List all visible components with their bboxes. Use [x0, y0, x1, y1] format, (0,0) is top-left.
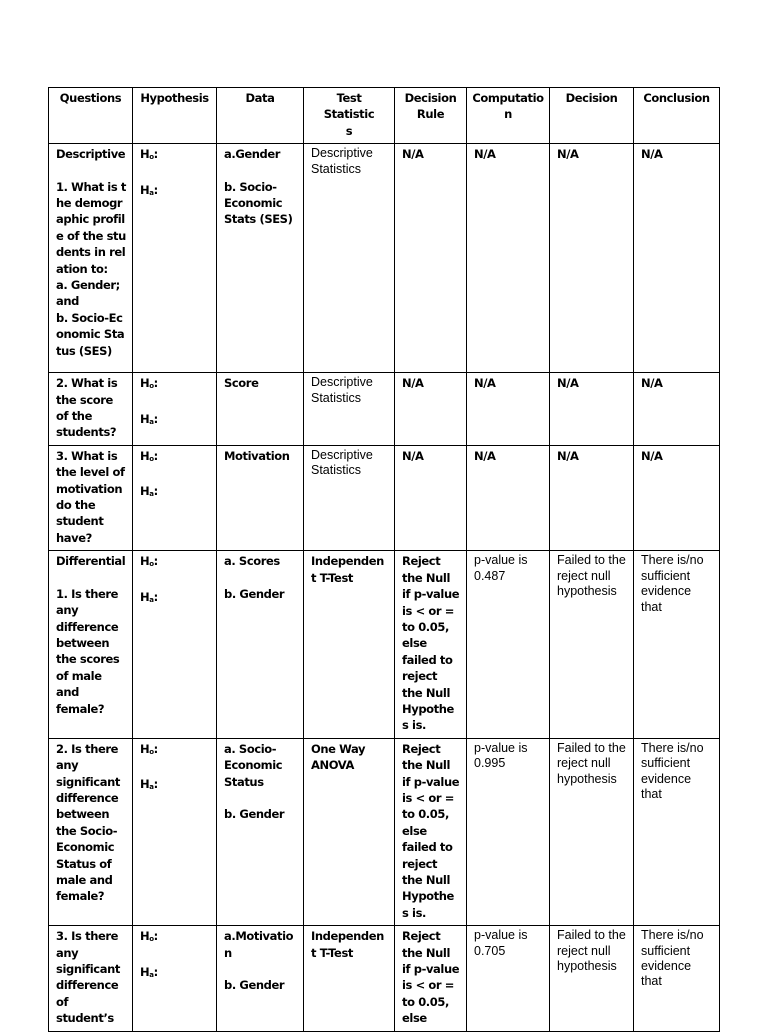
- computation-cell: p-value is 0.705: [467, 926, 550, 1031]
- decision-cell: Failed to the reject null hypothesis: [550, 926, 634, 1031]
- test-statistics-cell: Descriptive Statistics: [304, 144, 395, 373]
- conclusion-cell: N/A: [634, 144, 720, 373]
- alt-hypothesis-label: $H_a$:: [140, 589, 158, 604]
- data-item: a.Gender: [224, 147, 281, 162]
- data-item: b. Socio-Economic Stats (SES): [224, 179, 293, 227]
- decision-rule-cell: N/A: [395, 445, 467, 550]
- alt-hypothesis-label: $H_a$:: [140, 484, 158, 499]
- test-statistics-cell: One Way ANOVA: [304, 738, 395, 925]
- hypothesis-cell: [133, 373, 217, 446]
- alt-hypothesis-label: $H_a$:: [140, 182, 158, 197]
- hypothesis-cell: [133, 445, 217, 550]
- statistical-analysis-table: [48, 87, 720, 1032]
- decision-cell: Failed to the reject null hypothesis: [550, 551, 634, 738]
- question-cell: 3. Is there any significant difference of student’s: [49, 926, 133, 1031]
- alt-hypothesis-label: $H_a$:: [140, 777, 158, 792]
- computation-cell: N/A: [467, 144, 550, 373]
- header-hypothesis: Hypothesis: [133, 88, 217, 144]
- header-decision-rule: Decision Rule: [395, 88, 467, 144]
- computation-cell: N/A: [467, 445, 550, 550]
- question-cell: [49, 144, 133, 373]
- null-hypothesis-label: $H_o$:: [140, 929, 158, 944]
- computation-cell: p-value is 0.487: [467, 551, 550, 738]
- test-statistics-cell: Independent T-Test: [304, 926, 395, 1031]
- conclusion-cell: N/A: [634, 445, 720, 550]
- decision-cell: N/A: [550, 373, 634, 446]
- null-hypothesis-label: $H_o$:: [140, 448, 158, 463]
- decision-rule-cell: N/A: [395, 373, 467, 446]
- question-cell: [49, 551, 133, 738]
- header-questions: Questions: [49, 88, 133, 144]
- section-title: Differential: [56, 554, 126, 569]
- table-row: [49, 144, 720, 373]
- null-hypothesis-label: $H_o$:: [140, 147, 158, 162]
- header-test-statistics: Test Statistics: [304, 88, 395, 144]
- table-row: [49, 445, 720, 550]
- question-text: 1. Is there any difference between the scores of male and female?: [56, 586, 120, 716]
- table-row: [49, 551, 720, 738]
- conclusion-cell: N/A: [634, 373, 720, 446]
- hypothesis-cell: [133, 926, 217, 1031]
- decision-cell: N/A: [550, 445, 634, 550]
- decision-rule-cell: Reject the Null if p-value is < or = to 0.05, else failed to reject the Null Hypothes is.: [395, 738, 467, 925]
- header-conclusion: Conclusion: [634, 88, 720, 144]
- decision-cell: N/A: [550, 144, 634, 373]
- data-cell: a. Scores b. Gender: [217, 551, 304, 738]
- table-row: [49, 738, 720, 925]
- conclusion-cell: There is/no sufficient evidence that: [634, 551, 720, 738]
- data-cell: [217, 144, 304, 373]
- null-hypothesis-label: $H_o$:: [140, 554, 158, 569]
- section-title: Descriptive: [56, 147, 126, 162]
- computation-cell: N/A: [467, 373, 550, 446]
- test-statistics-cell: Descriptive Statistics: [304, 373, 395, 446]
- conclusion-cell: There is/no sufficient evidence that: [634, 926, 720, 1031]
- question-cell: 2. Is there any significant difference between the Socio-Economic Status of male and female?: [49, 738, 133, 925]
- decision-rule-cell: Reject the Null if p-value is < or = to 0.05, else: [395, 926, 467, 1031]
- test-statistics-cell: Descriptive Statistics: [304, 445, 395, 550]
- decision-rule-cell: Reject the Null if p-value is < or = to 0.05, else failed to reject the Null Hypothes is.: [395, 551, 467, 738]
- decision-rule-cell: N/A: [395, 144, 467, 373]
- data-cell: a. Socio-Economic Status b. Gender: [217, 738, 304, 925]
- hypothesis-cell: [133, 551, 217, 738]
- null-hypothesis-label: $H_o$:: [140, 376, 158, 391]
- alt-hypothesis-label: $H_a$:: [140, 964, 158, 979]
- alt-hypothesis-label: $H_a$:: [140, 411, 158, 426]
- null-hypothesis-label: $H_o$:: [140, 741, 158, 756]
- header-data: Data: [217, 88, 304, 144]
- header-computation: Computation: [467, 88, 550, 144]
- table-header-row: [49, 88, 720, 144]
- hypothesis-cell: [133, 738, 217, 925]
- data-cell: a.Motivation b. Gender: [217, 926, 304, 1031]
- table-row: [49, 373, 720, 446]
- question-cell: 3. What is the level of motivation do the student have?: [49, 445, 133, 550]
- hypothesis-cell: [133, 144, 217, 373]
- data-cell: Motivation: [217, 445, 304, 550]
- data-cell: Score: [217, 373, 304, 446]
- question-text: 1. What is the demographic profile of the students in relation to: a. Gender; and b. Socio-Economic Status (SES): [56, 179, 126, 358]
- conclusion-cell: There is/no sufficient evidence that: [634, 738, 720, 925]
- computation-cell: p-value is 0.995: [467, 738, 550, 925]
- table-row: [49, 926, 720, 1031]
- question-cell: 2. What is the score of the students?: [49, 373, 133, 446]
- decision-cell: Failed to the reject null hypothesis: [550, 738, 634, 925]
- test-statistics-cell: Independent T-Test: [304, 551, 395, 738]
- header-decision: Decision: [550, 88, 634, 144]
